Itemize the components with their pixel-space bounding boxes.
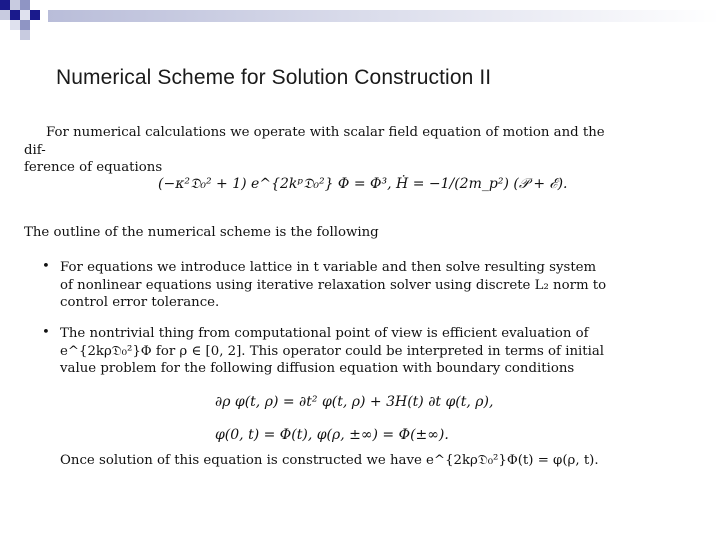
bullet-item-2: The nontrivial thing from computational point of view is efficient evaluation of e^{2kρ𝔇₀²}Φ for ρ ∈ [0, 2]. This operator could be interpreted in terms of initial value problem for the following diffusion equation with boundary conditions bbox=[60, 326, 605, 376]
bullet-dot-2: • bbox=[42, 325, 50, 340]
bullet-dot-1: • bbox=[42, 259, 50, 274]
slide-title: Numerical Scheme for Solution Construction II bbox=[56, 66, 492, 89]
intro-line-1: For numerical calculations we operate with scalar field equation of motion and the dif- bbox=[24, 125, 605, 158]
equation-2: ∂ρ φ(t, ρ) = ∂t² φ(t, ρ) + 3H(t) ∂t φ(t, ρ), bbox=[215, 394, 494, 410]
equation-1-text: (−κ²𝔇₀² + 1) e^{2kᵖ𝔇₀²} Φ = Φ³, Ḣ = −1/(2m_p²) (𝒫 + ℰ). bbox=[158, 176, 568, 192]
equation-1 bbox=[158, 176, 567, 192]
equation-3: φ(0, t) = Φ(t), φ(ρ, ±∞) = Φ(±∞). bbox=[215, 427, 449, 443]
bullet-item-1: For equations we introduce lattice in t variable and then solve resulting system of nonlinear equations using iterative relaxation solver using discrete L₂ norm to control error tolerance. bbox=[60, 260, 607, 310]
header-decoration bbox=[0, 0, 720, 40]
outline-heading: The outline of the numerical scheme is the following bbox=[24, 225, 379, 240]
closing-line: Once solution of this equation is constructed we have e^{2kρ𝔇₀²}Φ(t) = φ(ρ, t). bbox=[60, 453, 599, 468]
intro-paragraph bbox=[24, 124, 614, 177]
intro-line-2: ference of equations bbox=[24, 160, 163, 175]
